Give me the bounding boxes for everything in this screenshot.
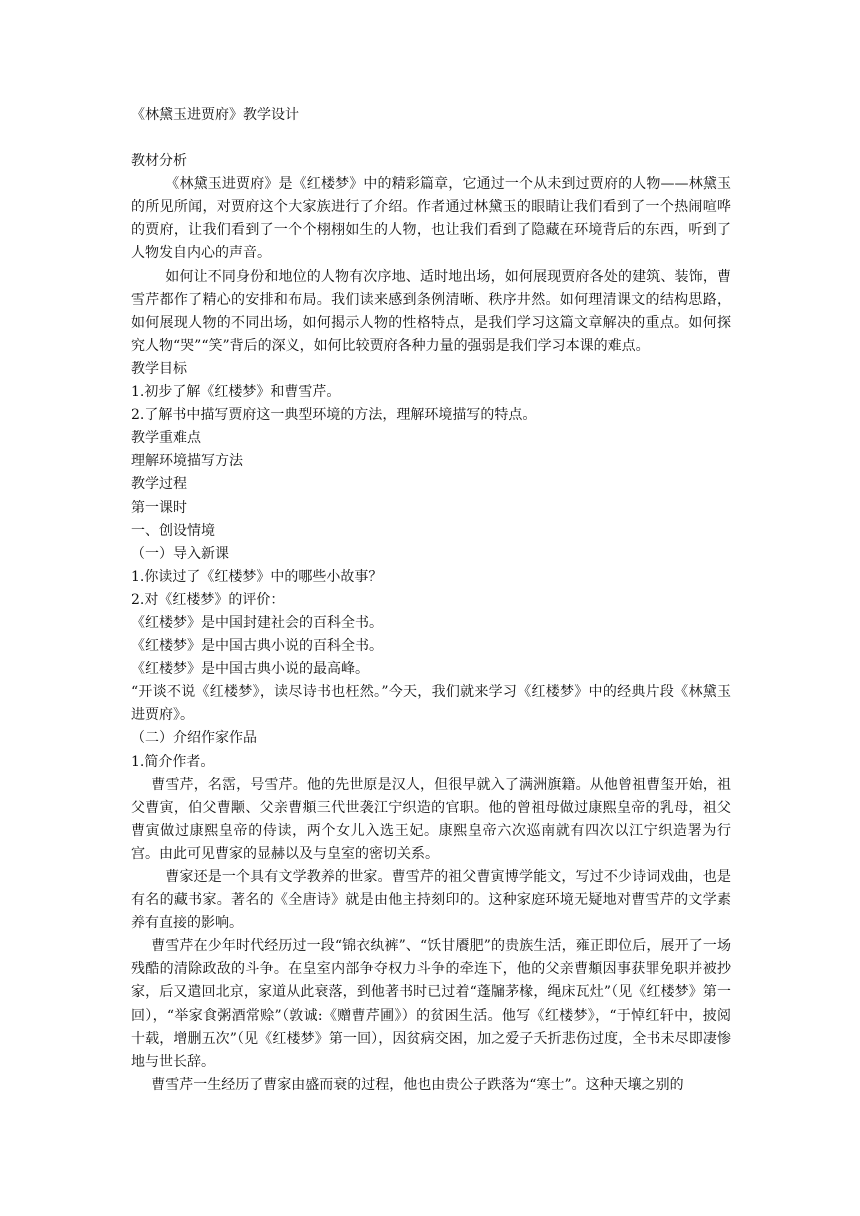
document-page <box>131 104 731 1097</box>
paragraph: 2.对《红楼梦》的评价： <box>131 591 285 608</box>
paragraph: 《红楼梦》是中国封建社会的百科全书。 <box>131 614 383 631</box>
paragraph: 2.了解书中描写贾府这一典型环境的方法，理解环境描写的特点。 <box>131 407 537 424</box>
paragraph: 理解环境描写方法 <box>131 453 243 470</box>
paragraph: 1.简介作者。 <box>131 753 215 770</box>
document-title: 《林黛玉进贾府》教学设计 <box>131 107 299 123</box>
paragraph: （一）导入新课 <box>131 545 229 562</box>
paragraph: 曹雪芹一生经历了曹家由盛而衰的过程，他也由贵公子跌落为“寒士”。这种天壤之别的 <box>151 1076 684 1093</box>
paragraph: 《红楼梦》是中国古典小说的百科全书。 <box>131 638 383 655</box>
paragraph: （二）介绍作家作品 <box>131 730 257 747</box>
paragraph: 如何让不同身份和地位的人物有次序地、适时地出场，如何展现贾府各处的建筑、装饰，曹雪芹都作了精心的安排和布局。我们读来感到条例清晰、秩序井然。如何理清课文的结构思路，如何展现人物的不同出场，如何揭示人物的性格特点，是我们学习这篇文章解决的重点。如何探究人物“哭”“笑”背后的深义，如何比较贾府各种力量的强弱是我们学习本课的难点。 <box>131 268 731 354</box>
paragraph: 1.你读过了《红楼梦》中的哪些小故事？ <box>131 568 383 585</box>
paragraph: 曹家还是一个具有文学教养的世家。曹雪芹的祖父曹寅博学能文，写过不少诗词戏曲，也是有名的藏书家。著名的《全唐诗》就是由他主持刻印的。这种家庭环境无疑地对曹雪芹的文学素养有直接的影响。 <box>131 869 731 932</box>
paragraph: 1.初步了解《红楼梦》和曹雪芹。 <box>131 384 341 401</box>
paragraph: “开谈不说《红楼梦》，读尽诗书也枉然。”今天，我们就来学习《红楼梦》中的经典片段《林黛玉进贾府》。 <box>131 684 731 724</box>
paragraph: 曹雪芹，名霑，号雪芹。他的先世原是汉人，但很早就入了满洲旗籍。从他曾祖曹玺开始，祖父曹寅，伯父曹颙、父亲曹頫三代世袭江宁织造的官职。他的曾祖母做过康熙皇帝的乳母，祖父曹寅做过康熙皇帝的侍读，两个女儿入选王妃。康熙皇帝六次巡南就有四次以江宁织造署为行宫。由此可见曹家的显赫以及与皇室的密切关系。 <box>131 776 731 862</box>
paragraph: 教学过程 <box>131 476 187 493</box>
paragraph: 第一课时 <box>131 499 187 516</box>
paragraph: 《红楼梦》是中国古典小说的最高峰。 <box>131 661 369 678</box>
paragraph: 曹雪芹在少年时代经历过一段“锦衣纨裤”、“饫甘餍肥”的贵族生活，雍正即位后，展开了一场残酷的清除政敌的斗争。在皇室内部争夺权力斗争的牵连下，他的父亲曹頫因事获罪免职并被抄家，后又遣回北京，家道从此衰落，到他著书时已过着“蓬牖茅椽，绳床瓦灶”（见《红楼梦》第一回），“举家食粥酒常赊”（敦诚:《赠曹芹圃》）的贫困生活。他写《红楼梦》，“于悼红轩中，披阅十载，增删五次”（见《红楼梦》第一回），因贫病交困，加之爱子夭折悲伤过度，全书未尽即凄惨地与世长辞。 <box>131 938 731 1070</box>
paragraph: 一、创设情境 <box>131 522 215 539</box>
paragraph: 教材分析 <box>131 153 187 170</box>
document-body <box>131 150 731 1097</box>
paragraph: 《林黛玉进贾府》是《红楼梦》中的精彩篇章，它通过一个从未到过贾府的人物——林黛玉的所见所闻，对贾府这个大家族进行了介绍。作者通过林黛玉的眼睛让我们看到了一个热闹喧哗的贾府，让我们看到了一个个栩栩如生的人物，也让我们看到了隐藏在环境背后的东西，听到了人物发自内心的声音。 <box>131 176 731 262</box>
paragraph: 教学目标 <box>131 360 187 377</box>
paragraph: 教学重难点 <box>131 430 201 447</box>
